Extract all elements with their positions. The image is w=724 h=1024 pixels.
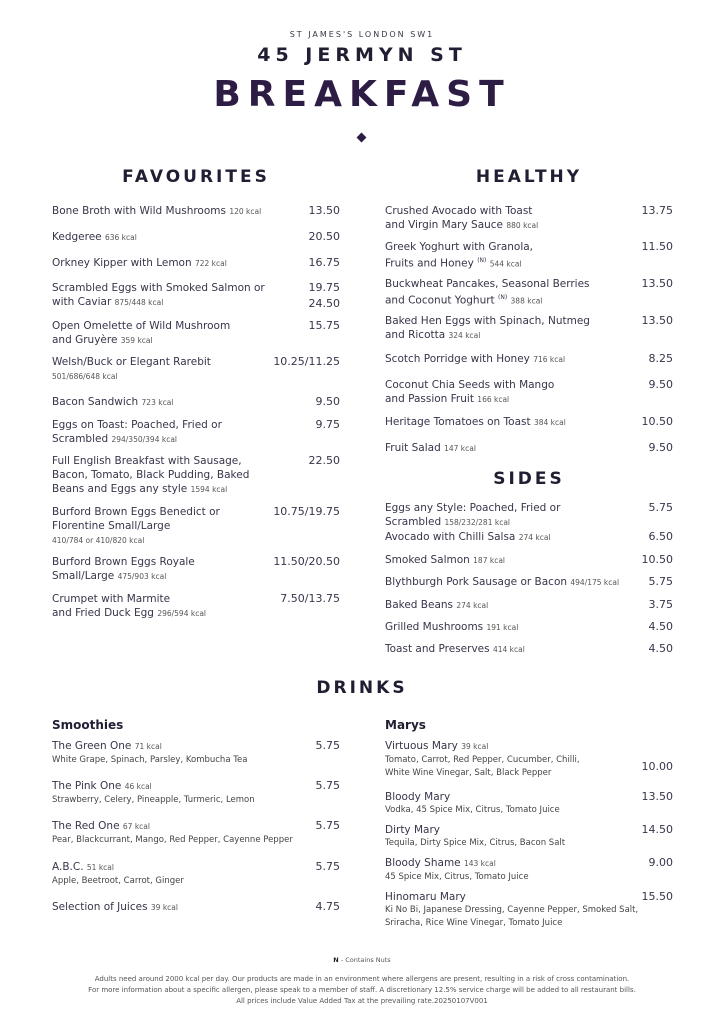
location-subtitle: ST JAMES'S LONDON SW1 [289, 30, 435, 39]
menu-item: Open Omelette of Wild Mushroom and Gruyère 359 kcal [52, 320, 231, 346]
menu-item: Burford Brown Eggs Royale Small/Large 475/903 kcal [52, 556, 195, 582]
item-price: 4.50 [648, 620, 673, 633]
nuts-mark: (N) [477, 257, 487, 264]
item-price: 4.75 [315, 900, 340, 913]
footer-line: All prices include Value Added Tax at the prevailing rate.20250107V001 [236, 997, 488, 1005]
item-price: 9.00 [648, 856, 673, 869]
item-price: 5.75 [315, 739, 340, 752]
footer-line: Adults need around 2000 kcal per day. Our products are made in an environment where allergens are present, resulting in a risk of cross contamination. [94, 975, 630, 983]
item-price: 13.75 [641, 204, 673, 217]
menu-item: Greek Yoghurt with Granola, Fruits and Honey $^{(N)}$ 544 kcal [385, 241, 534, 270]
nuts-legend: N - Contains Nuts [333, 956, 391, 964]
item-price: 13.50 [308, 204, 340, 217]
menu-item: Baked Beans 274 kcal [385, 599, 489, 611]
item-price: 8.25 [648, 352, 673, 365]
drink-item: The Green One 71 kcal White Grape, Spinach, Parsley, Kombucha Tea [52, 740, 248, 765]
item-price: 9.50 [648, 441, 673, 454]
menu-item: Coconut Chia Seeds with Mango and Passion Fruit 166 kcal [385, 379, 555, 405]
item-price: 19.75 [308, 281, 340, 294]
item-price: 22.50 [308, 454, 340, 467]
item-price: 5.75 [648, 575, 673, 588]
smoothies-heading: Smoothies [52, 718, 124, 732]
drink-item: The Red One 67 kcal Pear, Blackcurrant, Mango, Red Pepper, Cayenne Pepper [52, 820, 293, 845]
menu-title: BREAKFAST [213, 74, 511, 115]
item-price: 15.50 [641, 890, 673, 903]
brand-name: 45 JERMYN ST [257, 44, 467, 66]
menu-item: Burford Brown Eggs Benedict or Florentine Small/Large 410/784 or 410/820 kcal [52, 506, 220, 545]
footer-line: For more information about a specific allergen, please speak to a member of staff. A discretionary 12.5% service charge will be added to all restaurant bills. [88, 986, 636, 994]
menu-item: Crumpet with Marmite and Fried Duck Egg 296/594 kcal [52, 593, 207, 619]
item-price: 11.50 [641, 240, 673, 253]
menu-item: Avocado with Chilli Salsa 274 kcal [385, 531, 551, 543]
menu-item: Eggs any Style: Poached, Fried or Scrambled 158/232/281 kcal [385, 502, 561, 528]
menu-item: Eggs on Toast: Poached, Fried or Scrambled 294/350/394 kcal [52, 419, 222, 445]
menu-item: Scrambled Eggs with Smoked Salmon or with Caviar 875/448 kcal [52, 282, 265, 308]
item-price: 4.50 [648, 642, 673, 655]
menu-item: Baked Hen Eggs with Spinach, Nutmeg and Ricotta 324 kcal [385, 315, 590, 341]
item-price: 10.50 [641, 553, 673, 566]
menu-item: Scotch Porridge with Honey 716 kcal [385, 353, 566, 365]
item-price: 5.75 [648, 501, 673, 514]
menu-item: Heritage Tomatoes on Toast 384 kcal [385, 416, 566, 428]
item-price: 13.50 [641, 790, 673, 803]
item-price: 10.00 [641, 760, 673, 773]
item-price: 10.50 [641, 415, 673, 428]
drinks-title: DRINKS [316, 678, 408, 698]
menu-item: Fruit Salad 147 kcal [385, 442, 476, 454]
drink-item: Selection of Juices 39 kcal [52, 901, 178, 913]
item-price: 13.50 [641, 277, 673, 290]
menu-item: Welsh/Buck or Elegant Rarebit 501/686/648 kcal [52, 356, 211, 381]
item-price: 7.50/13.75 [280, 592, 340, 605]
item-price: 20.50 [308, 230, 340, 243]
drink-item: Bloody Mary Vodka, 45 Spice Mix, Citrus, Tomato Juice [385, 791, 560, 815]
menu-item: Bone Broth with Wild Mushrooms 120 kcal [52, 205, 262, 217]
favourites-title: FAVOURITES [122, 167, 270, 187]
sides-title: SIDES [493, 469, 565, 489]
item-price: 10.25/11.25 [273, 355, 340, 368]
diamond-icon [357, 133, 367, 143]
marys-heading: Marys [385, 718, 426, 732]
item-price: 5.75 [315, 819, 340, 832]
item-price: 9.50 [648, 378, 673, 391]
healthy-title: HEALTHY [475, 167, 583, 187]
item-price: 9.75 [315, 418, 340, 431]
drink-item: Bloody Shame 143 kcal 45 Spice Mix, Citrus, Tomato Juice [385, 857, 529, 882]
item-price: 9.50 [315, 395, 340, 408]
menu-item: Bacon Sandwich 723 kcal [52, 396, 174, 408]
item-price: 3.75 [648, 598, 673, 611]
drink-item: The Pink One 46 kcal Strawberry, Celery, Pineapple, Turmeric, Lemon [52, 780, 255, 805]
item-price: 16.75 [308, 256, 340, 269]
drink-item: Dirty Mary Tequila, Dirty Spice Mix, Citrus, Bacon Salt [385, 824, 566, 848]
menu-item: Smoked Salmon 187 kcal [385, 554, 506, 566]
item-price: 11.50/20.50 [273, 555, 340, 568]
drink-item: A.B.C. 51 kcal Apple, Beetroot, Carrot, Ginger [52, 861, 184, 886]
menu-item: Grilled Mushrooms 191 kcal [385, 621, 519, 633]
nuts-mark: (N) [498, 294, 508, 301]
item-price: 14.50 [641, 823, 673, 836]
item-price: 10.75/19.75 [273, 505, 340, 518]
menu-item: Full English Breakfast with Sausage, Bacon, Tomato, Black Pudding, Baked Beans and Eggs any style 1594 kcal [52, 455, 250, 495]
item-price: 5.75 [315, 860, 340, 873]
menu-item: Toast and Preserves 414 kcal [385, 643, 525, 655]
menu-item: Buckwheat Pancakes, Seasonal Berries and Coconut Yoghurt $^{(N)}$ 388 kcal [385, 278, 590, 307]
menu-item: Crushed Avocado with Toast and Virgin Mary Sauce 880 kcal [385, 205, 539, 231]
menu-item: Kedgeree 636 kcal [52, 231, 137, 243]
item-price: 6.50 [648, 530, 673, 543]
item-price: 13.50 [641, 314, 673, 327]
menu-item: Blythburgh Pork Sausage or Bacon 494/175 kcal [385, 576, 620, 588]
menu-item: Orkney Kipper with Lemon 722 kcal [52, 257, 227, 269]
item-price: 24.50 [308, 297, 340, 310]
item-price: 15.75 [308, 319, 340, 332]
item-price: 5.75 [315, 779, 340, 792]
drink-item: Hinomaru Mary Ki No Bi, Japanese Dressing, Cayenne Pepper, Smoked Salt, Sriracha, Rice Wine Vinegar, Tomato Juice [385, 891, 639, 928]
drink-item: Virtuous Mary 39 kcal Tomato, Carrot, Red Pepper, Cucumber, Chilli, White Wine Vinegar, Salt, Black Pepper [385, 740, 580, 778]
